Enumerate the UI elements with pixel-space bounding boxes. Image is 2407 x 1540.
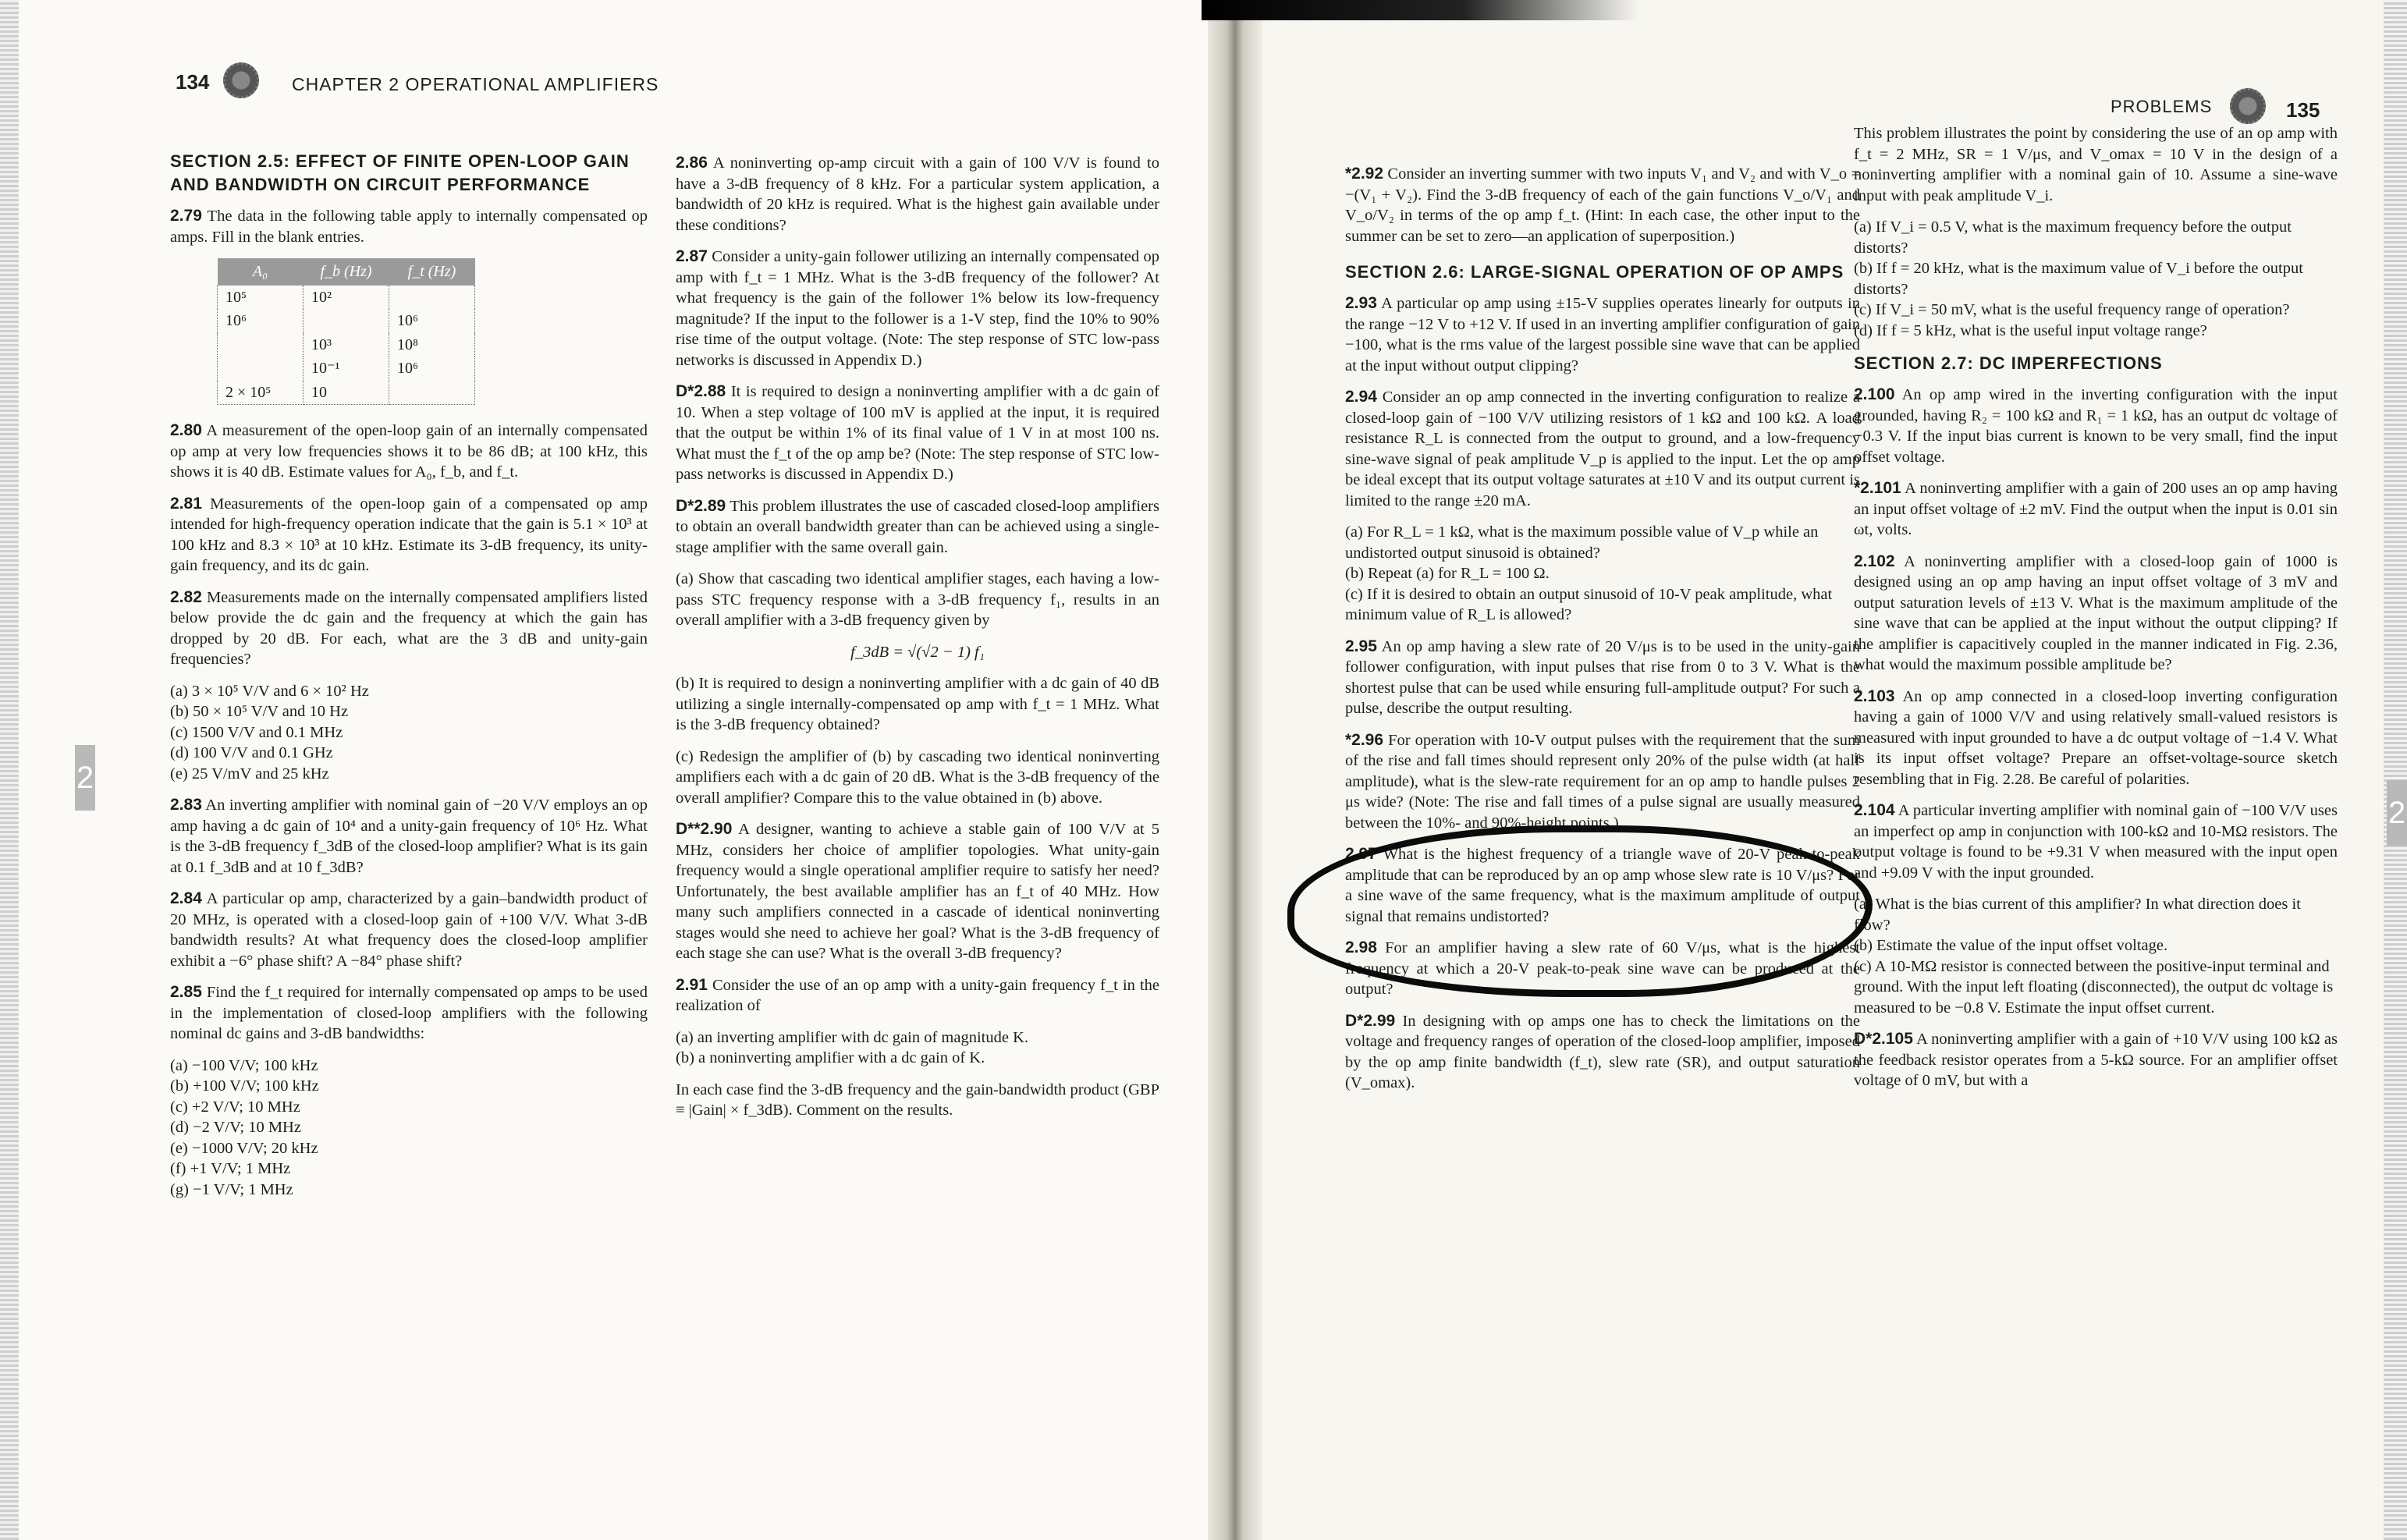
left-running-head: CHAPTER 2 OPERATIONAL AMPLIFIERS bbox=[292, 74, 659, 94]
list-item: (f) +1 V/V; 1 MHz bbox=[170, 1160, 291, 1177]
list-item: (a) −100 V/V; 100 kHz bbox=[170, 1056, 318, 1074]
problem-2-89a: (a) Show that cascading two identical amplifier stages, each having a low-pass STC frequency response with a 3-dB frequency f₁, results in an overall amplifier with a 3-dB frequency given by bbox=[676, 570, 1159, 629]
problem-2-103: 2.103 An op amp connected in a closed-loop inverting configuration having a gain of 1000 V/V and using relatively small-valued resistors is measured with input grounded to have a dc output voltage of −1.4 V. What is its input offset voltage? Prepare an offset-voltage-source sketch resembling that in Fig. 2.28. Be careful of polarities. bbox=[1854, 687, 2338, 788]
problem-2-96: *2.96 For operation with 10-V output pulses with the requirement that the sum of the rise and fall times should represent only 20% of the pulse width (at half amplitude), what is the slew-rate requirement for an op amp to handle pulses 2 μs wide? (Note: The rise and fall times of a pulse signal are usually measured between the 10%- and 90%-height points.) bbox=[1345, 730, 1860, 832]
list-item: (a) For R_L = 1 kΩ, what is the maximum possible value of V_p while an undistorted output sinusoid is obtained? bbox=[1345, 523, 1819, 562]
problem-2-92: *2.92 Consider an inverting summer with two inputs V₁ and V₂ and with V_o = −(V₁ + V₂). Find the 3-dB frequency of each of the gain functions V_o/V₁ and V_o/V₂ in terms of the op amp f_t. (Hint: In each case, the other input to the summer can be set to zero—an application of superposition.) bbox=[1345, 165, 1861, 245]
table-row: 2 × 10⁵ 10 bbox=[218, 381, 475, 405]
section-heading: SECTION 2.5: EFFECT OF FINITE OPEN-LOOP GAIN AND BANDWIDTH ON CIRCUIT PERFORMANCE bbox=[170, 151, 630, 194]
problem-2-90: D**2.90 A designer, wanting to achieve a stable gain of 100 V/V at 5 MHz, considers her choice of amplifier topologies. What unity-gain frequency would a single operational amplifier require to satisfy her need? Unfortunately, the best available amplifier has an f_t of 40 MHz. How many such amplifiers connected in a cascade of identical noninverting stages would she need to achieve her goal? What is the 3-dB frequency of each stage she can use? What is the overall 3-dB frequency? bbox=[676, 820, 1159, 962]
problem-2-84: 2.84 A particular op amp, characterized by a gain–bandwidth product of 20 MHz, is operated with a closed-loop gain of +100 V/V. What 3-dB bandwidth results? At what frequency does the closed-loop amplifier exhibit a −6° phase shift? A −84° phase shift? bbox=[170, 889, 648, 970]
gear-icon bbox=[223, 62, 259, 98]
list-item: (c) If it is desired to obtain an output sinusoid of 10-V peak amplitude, what minimum value of R_L is allowed? bbox=[1345, 585, 1833, 623]
problem-2-88: D*2.88 It is required to design a noninverting amplifier with a dc gain of 10. When a step voltage of 100 mV is applied at the input, it is required that the output be within 1% of its final value of 1 V in at most 100 ns. What must the f_t of the op amp be? (Note: The step response of STC low-pass networks is discussed in Appendix D.) bbox=[676, 382, 1160, 483]
list-item: (c) If V_i = 50 mV, what is the useful frequency range of operation? bbox=[1854, 301, 2290, 318]
right-running-head: PROBLEMS bbox=[2111, 97, 2213, 116]
list-item: (e) 25 V/mV and 25 kHz bbox=[170, 765, 329, 782]
thumb-tab-right: 2 bbox=[2387, 780, 2407, 846]
list-item: (a) What is the bias current of this amplifier? In what direction does it flow? bbox=[1854, 896, 2301, 934]
problem-2-99-options bbox=[1854, 217, 2338, 341]
left-column-2 bbox=[676, 153, 1159, 1132]
list-item: (b) Estimate the value of the input offset voltage. bbox=[1854, 937, 2168, 954]
list-item: (d) −2 V/V; 10 MHz bbox=[170, 1119, 301, 1136]
gear-icon bbox=[2230, 88, 2266, 124]
problem-2-94-options bbox=[1345, 522, 1860, 626]
equation: f_3dB = √(√2 − 1) f₁ bbox=[850, 643, 985, 661]
problem-2-89b: (b) It is required to design a noninverting amplifier with a dc gain of 40 dB utilizing a single internally-compensated op amp with f_t = 1 MHz. What is the 3-dB frequency obtained? bbox=[676, 675, 1159, 733]
problem-2-91-options bbox=[676, 1027, 1159, 1069]
table-row: 10⁵ 10² bbox=[218, 286, 475, 310]
left-page-number: 134 bbox=[176, 70, 210, 94]
list-item: (d) If f = 5 kHz, what is the useful input voltage range? bbox=[1854, 321, 2207, 339]
list-item: (a) If V_i = 0.5 V, what is the maximum frequency before the output distorts? bbox=[1854, 218, 2292, 257]
problem-2-89: D*2.89 This problem illustrates the use of cascaded closed-loop amplifiers to obtain an overall bandwidth greater than can be achieved using a single-stage amplifier with the same overall gain. bbox=[676, 496, 1159, 556]
problem-2-97: 2.97 What is the highest frequency of a triangle wave of 20-V peak-to-peak amplitude that can be reproduced by an op amp whose slew rate is 10 V/μs? For a sine wave of the same frequency, what is the maximum amplitude of output signal that remains undistorted? bbox=[1345, 845, 1860, 925]
list-item: (c) A 10-MΩ resistor is connected between the positive-input terminal and ground. With the input left floating (disconnected), the output dc voltage is measured to be −0.8 V. Estimate the input offset current. bbox=[1854, 957, 2334, 1017]
page-edge-left bbox=[0, 0, 19, 1540]
table-row: 10³ 10⁸ bbox=[218, 333, 475, 357]
problem-2-99-continued: This problem illustrates the point by considering the use of an op amp with f_t = 2 MHz, SR = 1 V/μs, and V_omax = 10 V in the design of a noninverting amplifier with a nominal gain of 10. Assume a sine-wave input with peak amplitude V_i. bbox=[1854, 125, 2338, 204]
problem-2-98: 2.98 For an amplifier having a slew rate of 60 V/μs, what is the highest frequency at which a 20-V peak-to-peak sine wave can be produced at the output? bbox=[1345, 939, 1861, 998]
problem-2-102: 2.102 A noninverting amplifier with a closed-loop gain of 1000 is designed using an op amp having an input offset voltage of 3 mV and output saturation levels of ±13 V. What is the maximum amplitude of the sine wave that can be applied at the input without the output clipping? If the amplifier is capacitively coupled in the manner indicated in Fig. 2.36, what would the maximum possible amplitude be? bbox=[1854, 552, 2338, 673]
problem-2-95: 2.95 An op amp having a slew rate of 20 V/μs is to be used in the unity-gain follower configuration, with input pulses that rise from 0 to 3 V. What is the shortest pulse that can be used while ensuring full-amplitude output? For such a pulse, describe the output resulting. bbox=[1345, 637, 1860, 717]
page-edge-right bbox=[2384, 0, 2407, 1540]
problem-2-87: 2.87 Consider a unity-gain follower utilizing an internally compensated op amp with f_t = 1 MHz. What is the 3-dB frequency of the follower? At what frequency is the gain of the follower 1% below its low-frequency magnitude? If the input to the follower is a 1-V step, find the 10% to 90% rise time of the output voltage. (Note: The step response of STC low-pass networks is discussed in Appendix D.) bbox=[676, 247, 1160, 369]
list-item: (b) If f = 20 kHz, what is the maximum value of V_i before the output distorts? bbox=[1854, 260, 2303, 298]
list-item: (b) 50 × 10⁵ V/V and 10 Hz bbox=[170, 703, 349, 720]
problem-2-100: 2.100 An op amp wired in the inverting configuration with the input grounded, having R₂ = 100 kΩ and R₁ = 1 kΩ, has an output dc voltage of −0.3 V. If the input bias current is known to be very small, find the input offset voltage. bbox=[1854, 385, 2338, 466]
problem-2-104-options bbox=[1854, 894, 2338, 1018]
problem-2-80: 2.80 A measurement of the open-loop gain of an internally compensated op amp at very low frequencies shows it to be 86 dB; at 100 kHz, this shows it is 40 dB. Estimate values for A₀, f_b, and f_t. bbox=[170, 421, 648, 481]
problem-2-82-options bbox=[170, 681, 648, 785]
book-gutter bbox=[1208, 0, 1262, 1540]
list-item: (a) an inverting amplifier with dc gain of magnitude K. bbox=[676, 1028, 1029, 1046]
table-header: f_t (Hz) bbox=[389, 258, 475, 286]
problem-2-85-options bbox=[170, 1056, 648, 1201]
problem-2-99: D*2.99 In designing with op amps one has to check the limitations on the voltage and frequency ranges of operation of the closed-loop amplifier, imposed by the op amp finite bandwidth (f_t), slew rate (SR), and output saturation (V_omax). bbox=[1345, 1011, 1860, 1091]
page-shadow bbox=[1202, 0, 1638, 20]
problem-2-81: 2.81 Measurements of the open-loop gain of a compensated op amp intended for high-frequency operation indicate that the gain is 5.1 × 10³ at 100 kHz and 8.3 × 10³ at 10 kHz. Estimate its 3-dB frequency, its unity-gain frequency, and its dc gain. bbox=[170, 494, 648, 574]
right-page-number: 135 bbox=[2286, 98, 2320, 122]
right-column-2 bbox=[1854, 123, 2338, 1102]
section-heading: SECTION 2.6: LARGE-SIGNAL OPERATION OF OP AMPS bbox=[1345, 262, 1844, 282]
problem-2-94: 2.94 Consider an op amp connected in the inverting configuration to realize a closed-loop gain of −100 V/V utilizing resistors of 1 kΩ and 100 kΩ. A load resistance R_L is connected from the output to ground, and a low-frequency sine-wave signal of peak amplitude V_p is applied to the input. Let the op amp be ideal except that its output voltage saturates at ±10 V and its output current is limited to the range ±20 mA. bbox=[1345, 388, 1861, 509]
problem-2-104: 2.104 A particular inverting amplifier with nominal gain of −100 V/V uses an imperfect op amp in conjunction with 100-kΩ and 10-MΩ resistors. The output voltage is found to be +9.31 V when measured with the input open and +9.09 V with the input grounded. bbox=[1854, 801, 2338, 882]
table-row: 10⁻¹ 10⁶ bbox=[218, 357, 475, 381]
problem-2-105: D*2.105 A noninverting amplifier with a gain of +10 V/V using 100 kΩ as the feedback resistor operates from a 5-kΩ source. For an amplifier offset voltage of 0 mV, but with a bbox=[1854, 1030, 2338, 1089]
list-item: (d) 100 V/V and 0.1 GHz bbox=[170, 744, 333, 761]
problem-2-85: 2.85 Find the f_t required for internally compensated op amps to be used in the implementation of closed-loop amplifiers with the following nominal dc gains and 3-dB bandwidths: bbox=[170, 983, 648, 1042]
thumb-tab-left: 2 bbox=[75, 745, 95, 811]
section-heading: SECTION 2.7: DC IMPERFECTIONS bbox=[1854, 353, 2163, 373]
table-header: f_b (Hz) bbox=[304, 258, 389, 286]
list-item: (e) −1000 V/V; 20 kHz bbox=[170, 1139, 318, 1157]
list-item: (a) 3 × 10⁵ V/V and 6 × 10² Hz bbox=[170, 682, 369, 700]
problem-2-82: 2.82 Measurements made on the internally compensated amplifiers listed below provide the dc gain and the frequency at which the gain has dropped by 20 dB. For each, what are the 3 dB and unity-gain frequencies? bbox=[170, 587, 648, 668]
table-row: 10⁶ 10⁶ bbox=[218, 309, 475, 333]
problem-2-83: 2.83 An inverting amplifier with nominal gain of −20 V/V employs an op amp having a dc gain of 10⁴ and a unity-gain frequency of 10⁶ Hz. What is the 3-dB frequency f_3dB of the closed-loop amplifier? What is its gain at 0.1 f_3dB and at 10 f_3dB? bbox=[170, 796, 648, 876]
list-item: (b) Repeat (a) for R_L = 100 Ω. bbox=[1345, 565, 1550, 582]
list-item: (b) +100 V/V; 100 kHz bbox=[170, 1077, 319, 1095]
problem-2-93: 2.93 A particular op amp using ±15-V supplies operates linearly for outputs in the range −12 V to +12 V. If used in an inverting amplifier configuration of gain −100, what is the rms value of the largest possible sine wave that can be applied at the input without output clipping? bbox=[1345, 294, 1860, 374]
problem-2-89c: (c) Redesign the amplifier of (b) by cascading two identical noninverting amplifiers each with a dc gain of 20 dB. What is the 3-dB frequency of the overall amplifier? Compare this to the value obtained in (b) above. bbox=[676, 747, 1159, 807]
problem-2-101: *2.101 A noninverting amplifier with a gain of 200 uses an op amp having an input offset voltage of ±2 mV. Find the output when the input is 0.01 sin ωt, volts. bbox=[1854, 479, 2338, 538]
list-item: (b) a noninverting amplifier with a dc gain of K. bbox=[676, 1049, 985, 1066]
problem-2-79: 2.79 The data in the following table apply to internally compensated op amps. Fill in the blank entries. bbox=[170, 207, 648, 246]
list-item: (c) 1500 V/V and 0.1 MHz bbox=[170, 723, 343, 741]
problem-2-91-end: In each case find the 3-dB frequency and the gain-bandwidth product (GBP ≡ |Gain| × f_3dB). Comment on the results. bbox=[676, 1080, 1159, 1119]
list-item: (c) +2 V/V; 10 MHz bbox=[170, 1098, 300, 1116]
handdrawn-circle-annotation bbox=[1287, 825, 1873, 997]
problem-2-91: 2.91 Consider the use of an op amp with a unity-gain frequency f_t in the realization of bbox=[676, 975, 1159, 1014]
list-item: (g) −1 V/V; 1 MHz bbox=[170, 1180, 293, 1198]
problem-2-86: 2.86 A noninverting op-amp circuit with a gain of 100 V/V is found to have a 3-dB frequency of 8 kHz. For a particular system application, a bandwidth of 20 kHz is required. What is the highest gain available under these conditions? bbox=[676, 154, 1160, 234]
left-column-1 bbox=[170, 145, 648, 1211]
table-header: A₀ bbox=[218, 258, 304, 286]
frequency-table bbox=[217, 258, 475, 405]
